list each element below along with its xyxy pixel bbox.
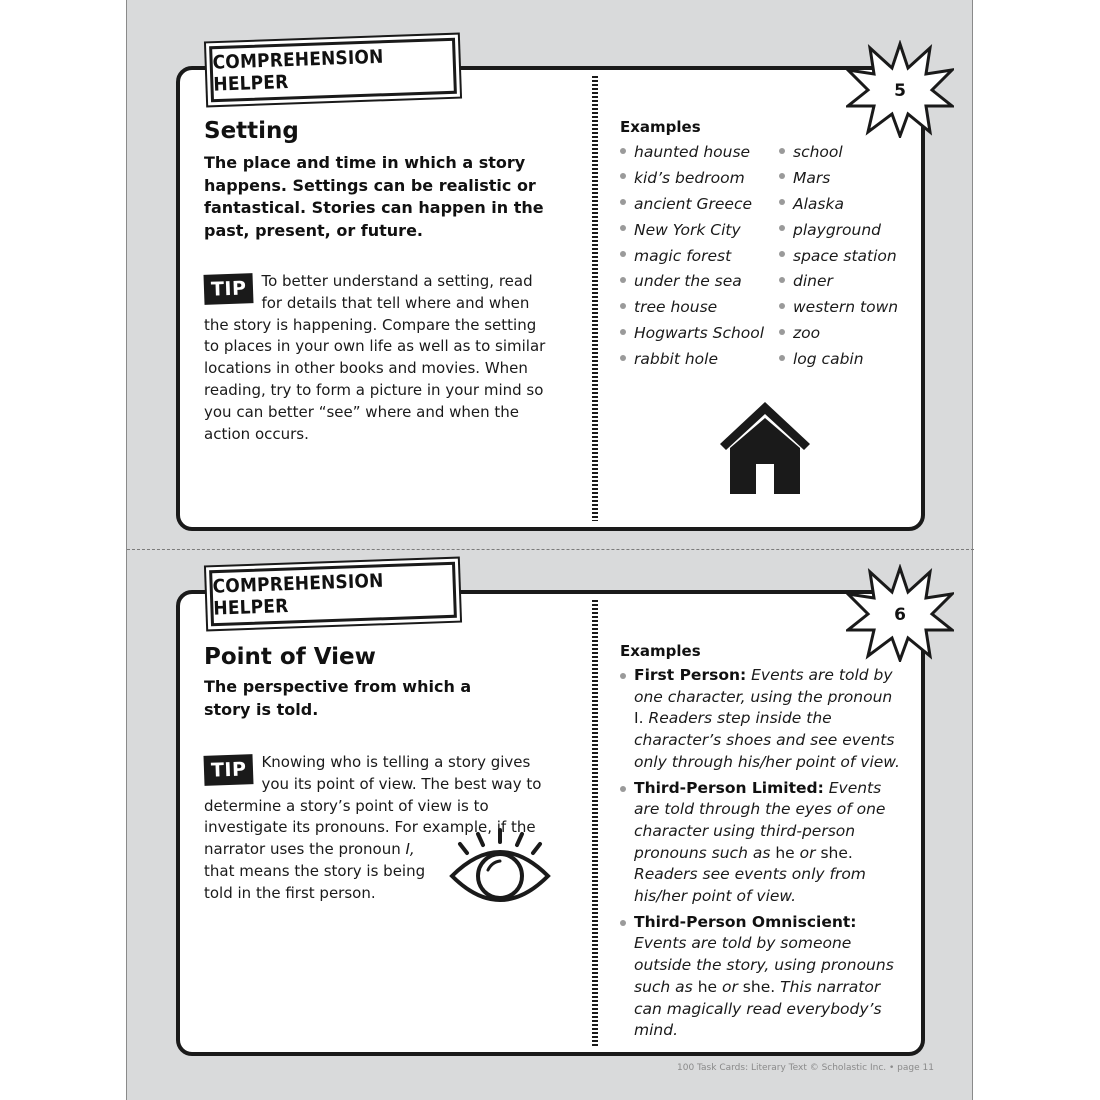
list-item: western town	[779, 295, 898, 321]
pov-desc-b: This narrator can magically read everybody’s mind.	[634, 977, 882, 1040]
tip-label: TIP	[203, 754, 253, 786]
list-item: zoo	[779, 321, 898, 347]
pov-examples-list	[620, 665, 905, 1046]
card-number: 6	[894, 605, 906, 625]
list-item: space station	[779, 244, 898, 270]
page-footer: 100 Task Cards: Literary Text © Scholastic Inc. • page 11	[677, 1063, 934, 1073]
card-divider	[592, 76, 598, 521]
list-item	[620, 665, 905, 774]
card-divider	[592, 600, 598, 1046]
card-setting	[176, 46, 925, 531]
badge-label: COMPREHENSION HELPER	[212, 46, 384, 97]
list-item	[620, 912, 905, 1042]
cut-line	[127, 549, 974, 550]
list-item: magic forest	[620, 244, 764, 270]
worksheet-page	[126, 0, 973, 1100]
tip-text-part: Knowing who is telling a story gives you its point of view. The best way to determine a story’s point of view is to investigate its pronouns. For example, if the narrator uses the pronoun	[204, 753, 542, 859]
card-number-starburst	[846, 564, 954, 662]
pov-mid: or	[799, 843, 816, 862]
list-item: under the sea	[620, 269, 764, 295]
list-item: New York City	[620, 218, 764, 244]
pov-plain: I.	[634, 709, 644, 728]
card-definition: The perspective from which a story is told.	[204, 677, 472, 719]
card-title: Point of View	[204, 644, 376, 670]
examples-list-col1	[620, 140, 764, 373]
card-badge	[209, 562, 457, 627]
list-item: kid’s bedroom	[620, 166, 764, 192]
list-item: rabbit hole	[620, 347, 764, 373]
tip-text: To better understand a setting, read for details that tell where and when the story is happening. Compare the setting to places in your own life as well as to similar locations in other books and movies. When reading, try to form a picture in your mind so you can better “see” where and when the action occurs.	[204, 272, 546, 443]
card-number: 5	[894, 81, 906, 101]
list-item: log cabin	[779, 347, 898, 373]
pov-desc-a: Events are told through the eyes of one character using third-person pronouns such as	[634, 778, 886, 862]
pov-term: Third-Person Limited:	[634, 778, 824, 797]
list-item: Hogwarts School	[620, 321, 764, 347]
pov-term: First Person:	[634, 666, 747, 684]
card-point-of-view	[176, 570, 925, 1056]
tip-block	[204, 271, 549, 445]
examples-list-col2	[779, 140, 898, 373]
pov-mid: or	[722, 977, 738, 996]
pov-plain2: she.	[820, 843, 853, 862]
house-icon	[718, 400, 812, 496]
card-definition: The place and time in which a story happens. Settings can be realistic or fantastical. Stories can happen in the past, present, or future.	[204, 153, 544, 240]
pov-term: Third-Person Omniscient:	[634, 912, 857, 931]
list-item: tree house	[620, 295, 764, 321]
tip-text-italic: I,	[405, 840, 415, 859]
badge-label: COMPREHENSION HELPER	[212, 570, 384, 621]
pov-plain2: she.	[742, 977, 776, 996]
pov-desc-a: Events are told by someone outside the story, using pronouns such as	[634, 934, 894, 996]
examples-heading: Examples	[620, 118, 701, 136]
list-item	[620, 778, 905, 908]
card-title: Setting	[204, 118, 299, 144]
pov-desc-b: Readers see events only from his/her point of view.	[634, 865, 866, 906]
examples-heading: Examples	[620, 642, 701, 660]
list-item: Mars	[779, 166, 898, 192]
pov-desc-b: Readers step inside the character’s shoes and see events only through his/her point of view.	[634, 709, 900, 771]
tip-label: TIP	[203, 273, 253, 305]
tip-text-part: that means the story is being told in the first person.	[204, 861, 426, 902]
list-item: diner	[779, 269, 898, 295]
eye-icon	[448, 826, 552, 906]
list-item: ancient Greece	[620, 192, 764, 218]
list-item: school	[779, 140, 898, 166]
card-badge	[209, 38, 457, 103]
pov-plain: he	[697, 977, 718, 996]
pov-desc-a: Events are told by one character, using the pronoun	[634, 666, 893, 706]
card-number-starburst	[846, 40, 954, 138]
pov-plain: he	[775, 843, 795, 862]
list-item: Alaska	[779, 192, 898, 218]
list-item: playground	[779, 218, 898, 244]
list-item: haunted house	[620, 140, 764, 166]
